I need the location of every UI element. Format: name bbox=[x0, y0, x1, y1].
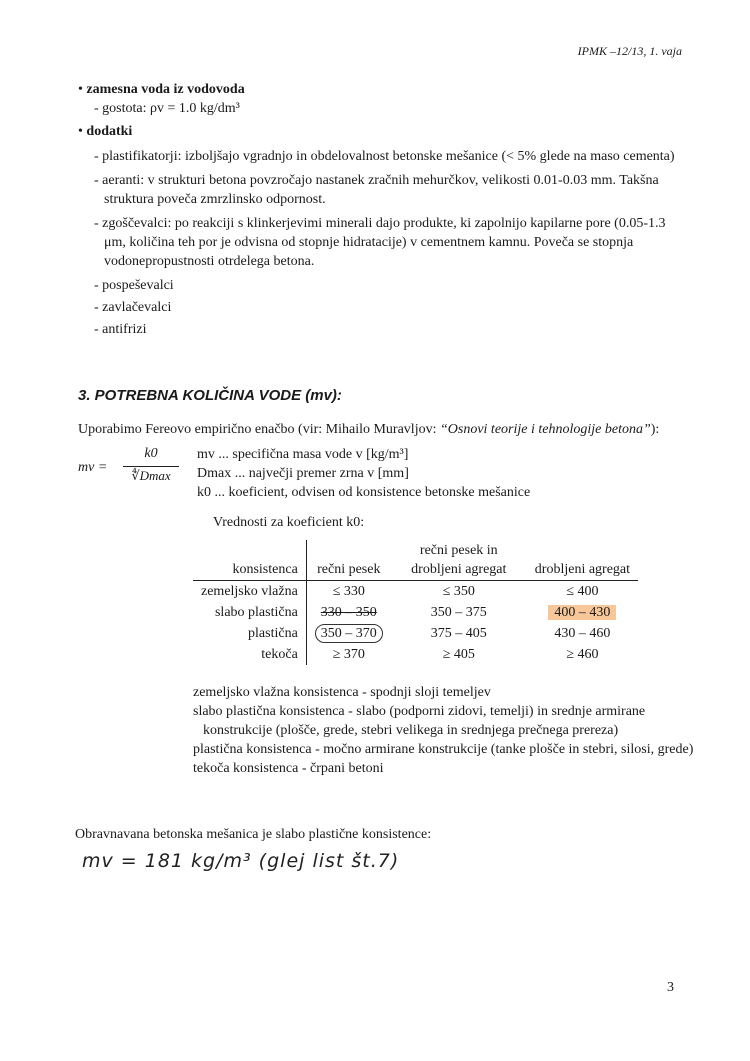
table-cell: ≤ 330 bbox=[332, 584, 365, 599]
note-item: plastična konsistenca - močno armirane konstrukcije (tanke plošče in stebri, silosi, grede) bbox=[193, 742, 694, 757]
table-caption: Vrednosti za koeficient k0: bbox=[213, 515, 365, 530]
table-row bbox=[193, 602, 638, 623]
formula-denominator: ∜Dmax bbox=[131, 468, 171, 483]
conclusion: Obravnavana betonska mešanica je slabo plastične konsistence: bbox=[75, 827, 432, 842]
row-label: zemeljsko vlažna bbox=[193, 581, 306, 603]
intro-end: ): bbox=[650, 422, 660, 437]
highlighted-cell: 400 – 430 bbox=[548, 605, 616, 620]
additive-item: - pospeševalci bbox=[94, 278, 174, 293]
row-label: plastična bbox=[193, 623, 306, 644]
additive-item: - zavlačevalci bbox=[94, 300, 172, 315]
legend-item: Dmax ... največji premer zrna v [mm] bbox=[197, 466, 409, 481]
legend-item: mv ... specifična masa vode v [kg/m³] bbox=[197, 447, 409, 462]
page-number: 3 bbox=[667, 980, 674, 995]
header-cell: drobljeni agregat bbox=[527, 540, 638, 581]
table-header-row bbox=[193, 540, 638, 581]
intro-text: Uporabimo Fereovo empirično enačbo (vir: Mihailo Muravljov: bbox=[78, 422, 440, 437]
formula bbox=[78, 446, 188, 490]
additives-title: dodatki bbox=[86, 124, 133, 139]
header-cell: konsistenca bbox=[193, 540, 306, 581]
consistency-notes bbox=[193, 683, 713, 778]
circled-cell: 350 – 370 bbox=[315, 624, 383, 643]
additive-item: - aeranti: v strukturi betona povzročajo nastanek zračnih mehurčkov, velikosti 0.01-0.03 mm. Takšna struktura poveča zmrzlinsko odpornost. bbox=[94, 173, 659, 207]
fraction-bar bbox=[123, 466, 179, 467]
section-title: 3. POTREBNA KOLIČINA VODE (mv): bbox=[78, 387, 342, 404]
additive-item: - zgoščevalci: po reakciji s klinkerjevimi minerali dajo produkte, ki zapolnijo kapilarne pore (0.05-1.3 μm, količina teh por je odvisna od stopnje hidratacije) v cementnem kamnu. Poveča se stopnja vodonepropustnosti otrdelega betona. bbox=[94, 216, 666, 269]
table-cell: ≥ 460 bbox=[566, 647, 599, 662]
document-header: IPMK –12/13, 1. vaja bbox=[577, 44, 682, 58]
water-density: - gostota: ρv = 1.0 kg/dm³ bbox=[94, 101, 240, 116]
water-title: zamesna voda iz vodovoda bbox=[86, 82, 245, 97]
coefficient-table bbox=[193, 540, 638, 665]
section-intro bbox=[78, 422, 688, 438]
formula-legend bbox=[197, 445, 687, 502]
water-block bbox=[78, 80, 245, 118]
table-row bbox=[193, 623, 638, 644]
row-label: tekoča bbox=[193, 644, 306, 665]
note-item: zemeljsko vlažna konsistenca - spodnji sloji temeljev bbox=[193, 685, 491, 700]
table-cell-struck: 330 – 350 bbox=[320, 605, 377, 620]
bullet-icon: • bbox=[78, 124, 83, 139]
table-cell: 350 – 375 bbox=[430, 605, 487, 620]
source-title: “Osnovi teorije i tehnologije betona” bbox=[439, 422, 651, 437]
table-row bbox=[193, 644, 638, 665]
additive-item: - antifrizi bbox=[94, 322, 147, 337]
header-cell: rečni pesek bbox=[306, 540, 391, 581]
table-cell: ≤ 350 bbox=[442, 584, 475, 599]
note-item: slabo plastična konsistenca - slabo (podporni zidovi, temelji) in srednje armirane konstrukcije (plošče, grede, stebri velikega in srednjega prečnega prereza) bbox=[193, 704, 646, 738]
note-item: tekoča konsistenca - črpani betoni bbox=[193, 761, 384, 776]
table-cell: 430 – 460 bbox=[554, 626, 611, 641]
formula-lhs: mv = bbox=[78, 460, 108, 475]
table-row bbox=[193, 581, 638, 603]
table-cell: ≤ 400 bbox=[566, 584, 599, 599]
legend-item: k0 ... koeficient, odvisen od konsistence betonske mešanice bbox=[197, 485, 531, 500]
additive-item: - plastifikatorji: izboljšajo vgradnjo in obdelovalnost betonske mešanice (< 5% glede na maso cementa) bbox=[94, 149, 675, 164]
formula-numerator: k0 bbox=[144, 446, 158, 461]
row-label: slabo plastična bbox=[193, 602, 306, 623]
table-cell: 375 – 405 bbox=[430, 626, 487, 641]
bullet-icon: • bbox=[78, 82, 83, 97]
table-cell: ≥ 370 bbox=[332, 647, 365, 662]
additives-block bbox=[78, 122, 678, 339]
table-cell: ≥ 405 bbox=[442, 647, 475, 662]
handwritten-result: mv = 181 kg/m³ (glej list št.7) bbox=[82, 850, 400, 872]
header-cell: rečni pesek in drobljeni agregat bbox=[391, 540, 527, 581]
